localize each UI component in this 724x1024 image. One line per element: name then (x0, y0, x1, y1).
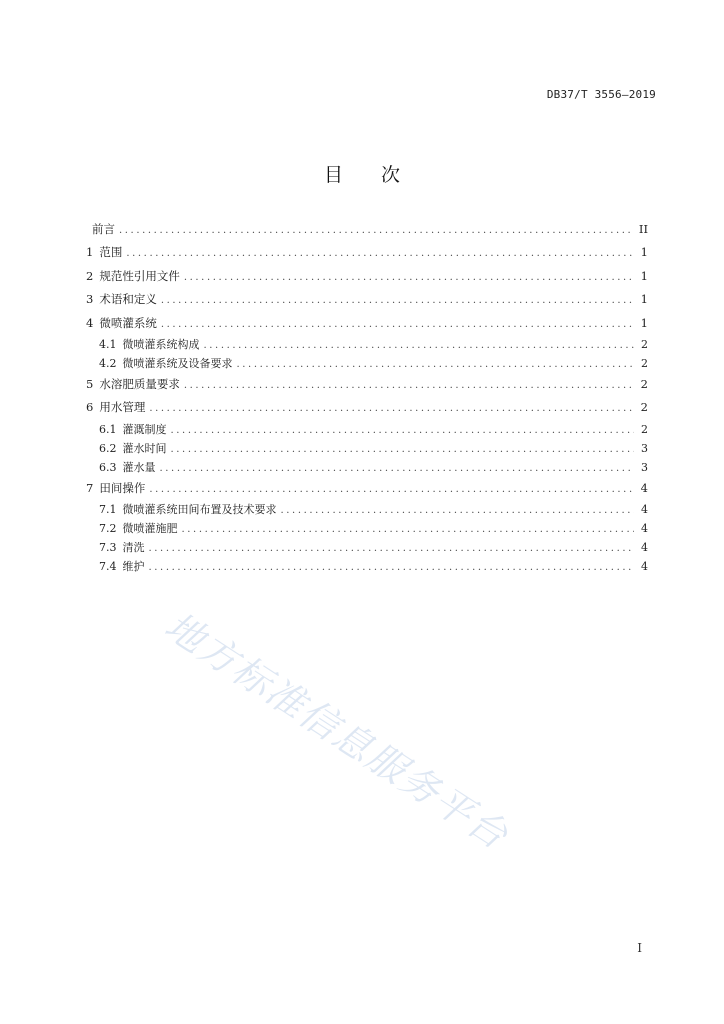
toc-entry-label: 灌水量 (122, 460, 156, 474)
toc-entry-page: 3 (641, 460, 648, 474)
toc-entry-page: 2 (641, 337, 648, 351)
toc-entry-label: 术语和定义 (99, 292, 157, 307)
toc-entry-label: 微喷灌系统 (99, 315, 157, 330)
toc-entry-number: 4.2 (99, 356, 117, 370)
toc-entry-page: 3 (641, 441, 648, 455)
toc-entry-page: 4 (641, 541, 648, 555)
toc-entry-label: 水溶肥质量要求 (99, 376, 180, 391)
toc-entry-page: 1 (640, 292, 648, 307)
toc-entry-page: 4 (641, 560, 648, 574)
toc-leader-dots (171, 440, 635, 459)
toc-leader-dots (149, 397, 634, 420)
toc-leader-dots (160, 459, 635, 478)
toc-subentry-7-3[interactable] (86, 538, 648, 557)
toc-entry-label: 用水管理 (99, 400, 146, 415)
toc-entry-label: 前言 (92, 222, 115, 236)
toc-entry-number: 7.3 (99, 541, 117, 555)
toc-entry-label: 清洗 (122, 541, 145, 555)
toc-entry-number: 7.1 (99, 503, 117, 517)
toc-leader-dots (171, 421, 635, 440)
toc-entry-label: 微喷灌系统及设备要求 (122, 356, 233, 370)
toc-subentry-6-1[interactable] (86, 420, 648, 439)
toc-leader-dots (281, 501, 635, 520)
toc-entry-page: 2 (640, 376, 648, 391)
toc-title-right: 次 (381, 164, 401, 186)
toc-entry-scope[interactable] (86, 241, 648, 264)
toc-subentry-4-2[interactable] (86, 354, 648, 373)
toc-entry-page: 2 (641, 422, 648, 436)
toc-leader-dots (204, 336, 635, 355)
toc-entry-number: 4 (86, 315, 94, 330)
toc-subentry-6-3[interactable] (86, 458, 648, 477)
toc-title (0, 160, 724, 187)
toc-entry-normative-references[interactable] (86, 265, 648, 288)
toc-entry-label: 规范性引用文件 (99, 268, 180, 283)
toc-entry-number: 2 (86, 268, 94, 283)
toc-entry-number: 6.3 (99, 460, 117, 474)
toc-entry-foreword[interactable] (86, 218, 648, 241)
toc-title-left: 目 (323, 164, 343, 186)
toc-entry-label: 微喷灌施肥 (122, 522, 178, 536)
toc-entry-page: II (638, 222, 648, 236)
table-of-contents (86, 218, 648, 576)
toc-entry-field-operation[interactable] (86, 477, 648, 500)
toc-entry-number: 6.2 (99, 441, 117, 455)
toc-entry-number: 7.4 (99, 560, 117, 574)
toc-entry-label: 维护 (122, 560, 145, 574)
toc-entry-page: 4 (641, 522, 648, 536)
toc-entry-micro-sprinkler-system[interactable] (86, 312, 648, 335)
toc-entry-label: 微喷灌系统田间布置及技术要求 (122, 503, 277, 517)
toc-entry-page: 2 (641, 356, 648, 370)
watermark: 地方标准信息服务平台 (157, 603, 517, 859)
toc-entry-label: 微喷灌系统构成 (122, 337, 200, 351)
toc-leader-dots (237, 355, 635, 374)
toc-entry-number: 3 (86, 292, 94, 307)
toc-entry-number: 6 (86, 400, 94, 415)
document-code: DB37/T 3556—2019 (546, 88, 656, 101)
toc-subentry-7-2[interactable] (86, 519, 648, 538)
toc-leader-dots (149, 478, 634, 501)
toc-leader-dots (184, 374, 634, 397)
toc-leader-dots (119, 219, 634, 242)
toc-entry-page: 4 (641, 503, 648, 517)
toc-subentry-6-2[interactable] (86, 439, 648, 458)
toc-entry-page: 1 (640, 315, 648, 330)
toc-entry-page: 1 (640, 245, 648, 260)
toc-entry-number: 5 (86, 376, 94, 391)
toc-entry-fertilizer-quality[interactable] (86, 373, 648, 396)
toc-leader-dots (182, 520, 635, 539)
toc-entry-number: 6.1 (99, 422, 117, 436)
toc-entry-number: 7.2 (99, 522, 117, 536)
toc-entry-label: 灌溉制度 (122, 422, 167, 436)
toc-leader-dots (184, 266, 634, 289)
toc-entry-page: 2 (640, 400, 648, 415)
toc-subentry-7-4[interactable] (86, 557, 648, 576)
toc-subentry-7-1[interactable] (86, 500, 648, 519)
toc-leader-dots (149, 558, 635, 577)
toc-entry-water-management[interactable] (86, 396, 648, 419)
toc-leader-dots (126, 242, 634, 265)
toc-entry-terms-definitions[interactable] (86, 288, 648, 311)
page-number: I (637, 941, 642, 955)
toc-entry-label: 灌水时间 (122, 441, 167, 455)
toc-leader-dots (149, 539, 635, 558)
toc-entry-label: 范围 (99, 245, 123, 260)
toc-leader-dots (161, 289, 634, 312)
toc-entry-label: 田间操作 (99, 480, 146, 495)
toc-subentry-4-1[interactable] (86, 335, 648, 354)
toc-entry-page: 4 (640, 480, 648, 495)
toc-entry-number: 7 (86, 480, 94, 495)
toc-leader-dots (161, 313, 634, 336)
toc-entry-number: 1 (86, 245, 94, 260)
toc-entry-number: 4.1 (99, 337, 117, 351)
toc-entry-page: 1 (640, 268, 648, 283)
